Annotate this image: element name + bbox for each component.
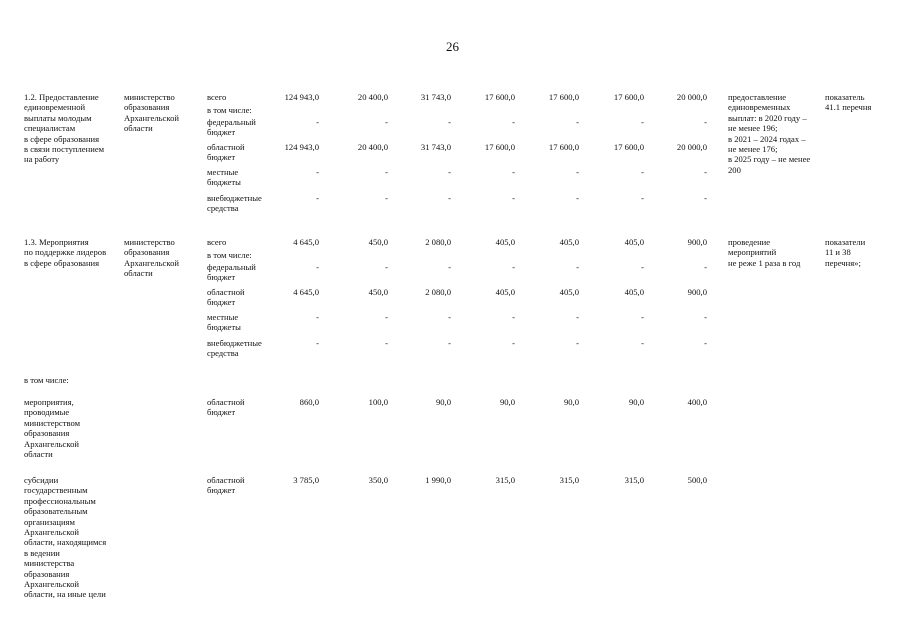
row-1-3-value-cell: 2 080,0 <box>425 237 451 247</box>
row-subsidies-value-cell: 500,0 <box>687 475 707 485</box>
row-1-2-value-cell: 20 400,0 <box>357 92 388 102</box>
row-1-2-result: предоставление <box>728 92 787 102</box>
row-1-3-executor: образования <box>124 247 170 258</box>
row-subsidies-name: министерства <box>24 558 75 569</box>
row-1-3-value-cell: - <box>316 338 319 348</box>
row-1-3-source-label: внебюджетные <box>207 338 262 348</box>
row-1-3-indicator: 11 и 38 <box>825 247 851 258</box>
row-subsidies-name: образования <box>24 568 70 579</box>
row-1-2-value-cell: 17 600,0 <box>613 92 644 102</box>
row-1-3-executor: министерство <box>124 237 175 247</box>
row-subsidies-name: организациям <box>24 516 75 527</box>
row-ministry-events-name: образования <box>24 428 70 439</box>
row-1-2-name: в сфере образования <box>24 133 100 144</box>
row-1-3-value-cell: 2 080,0 <box>425 287 451 297</box>
row-1-2-value-cell: 31 743,0 <box>420 92 451 102</box>
row-subsidies-name: образовательным <box>24 506 88 517</box>
row-1-3-source-label: федеральный <box>207 262 256 272</box>
row-ministry-events-name: мероприятия, <box>24 397 74 407</box>
row-subsidies-value-cell: 315,0 <box>559 475 579 485</box>
row-1-3-value-cell: 405,0 <box>559 237 579 247</box>
row-subsidies-value-cell: 315,0 <box>495 475 515 485</box>
row-1-2-result: в 2021 – 2024 годах – <box>728 133 806 144</box>
row-1-2-value-cell: - <box>704 193 707 203</box>
row-ministry-events-value-cell: 90,0 <box>628 397 644 407</box>
row-1-3-value-cell: 900,0 <box>687 237 707 247</box>
row-1-2-source-label: местные <box>207 167 239 177</box>
row-1-2-value-cell: - <box>385 193 388 203</box>
row-1-2-value-cell: 17 600,0 <box>548 142 579 152</box>
row-1-3-name: в сфере образования <box>24 257 100 268</box>
row-1-3-source-label: бюджеты <box>207 322 241 333</box>
row-1-3-source-label: всего <box>207 237 227 247</box>
row-1-3-source-label: в том числе: <box>207 250 252 260</box>
row-1-3-value-cell: - <box>512 338 515 348</box>
row-1-2-value-cell: - <box>512 117 515 127</box>
row-subsidies-name: Архангельской <box>24 579 79 589</box>
row-1-3-indicator: показатели <box>825 237 866 247</box>
row-1-3-value-cell: - <box>641 338 644 348</box>
row-subsidies-name: области, находящимся <box>24 537 107 548</box>
row-subsidies-value-cell: 315,0 <box>624 475 644 485</box>
row-1-2-value-cell: 124 943,0 <box>284 142 319 152</box>
row-1-2-source-label: средства <box>207 203 239 214</box>
row-1-3-value-cell: - <box>448 312 451 322</box>
row-1-2-indicator: 41.1 перечня <box>825 102 872 113</box>
row-1-2-value-cell: - <box>385 117 388 127</box>
row-1-3-result: не реже 1 раза в год <box>728 257 801 268</box>
row-subsidies-name: субсидии <box>24 475 59 485</box>
row-1-3-value-cell: - <box>512 262 515 272</box>
row-subsidies-value-cell: 1 990,0 <box>425 475 451 485</box>
row-1-3-value-cell: 405,0 <box>624 287 644 297</box>
row-ministry-events-value-cell: 100,0 <box>368 397 388 407</box>
row-1-2-value-cell: - <box>512 167 515 177</box>
row-1-2-value-cell: 17 600,0 <box>484 142 515 152</box>
row-1-3-value-cell: - <box>704 338 707 348</box>
row-1-3-value-cell: - <box>316 262 319 272</box>
row-ministry-events-value-cell: 400,0 <box>687 397 707 407</box>
row-1-2-value-cell: - <box>316 193 319 203</box>
row-1-2-value-cell: - <box>704 167 707 177</box>
row-1-2-name: специалистам <box>24 123 76 134</box>
row-1-3-value-cell: 450,0 <box>368 287 388 297</box>
row-1-2-source-label: в том числе: <box>207 105 252 115</box>
row-1-2-name: единовременной <box>24 102 86 113</box>
row-subsidies-source-label: бюджет <box>207 485 236 496</box>
row-1-2-result: не менее 176; <box>728 144 778 154</box>
row-1-3-value-cell: 405,0 <box>624 237 644 247</box>
row-1-3-result: проведение <box>728 237 771 247</box>
row-1-2-value-cell: - <box>704 117 707 127</box>
row-1-3-source-label: бюджет <box>207 272 236 283</box>
row-1-2-indicator: показатель <box>825 92 865 102</box>
including-label: в том числе: <box>24 375 69 385</box>
row-1-2-value-cell: - <box>576 193 579 203</box>
row-1-2-source-label: всего <box>207 92 227 102</box>
row-subsidies-value-cell: 350,0 <box>368 475 388 485</box>
row-1-2-value-cell: 17 600,0 <box>613 142 644 152</box>
row-1-2-name: на работу <box>24 154 60 165</box>
row-1-3-executor: Архангельской <box>124 257 179 268</box>
row-1-3-value-cell: - <box>576 338 579 348</box>
row-1-3-value-cell: 450,0 <box>368 237 388 247</box>
row-1-2-value-cell: - <box>512 193 515 203</box>
row-1-3-value-cell: 405,0 <box>559 287 579 297</box>
row-subsidies-name: государственным <box>24 485 88 496</box>
page-number: 26 <box>446 39 459 54</box>
row-1-2-result: 200 <box>728 164 741 175</box>
row-1-2-value-cell: - <box>448 117 451 127</box>
row-1-3-value-cell: - <box>316 312 319 322</box>
row-1-3-value-cell: - <box>448 338 451 348</box>
row-1-2-value-cell: 20 400,0 <box>357 142 388 152</box>
row-1-3-source-label: местные <box>207 312 239 322</box>
row-1-2-source-label: внебюджетные <box>207 193 262 203</box>
row-1-2-value-cell: - <box>576 117 579 127</box>
row-ministry-events-name: проводимые <box>24 407 70 418</box>
row-1-3-value-cell: - <box>385 262 388 272</box>
row-1-2-executor: области <box>124 123 153 134</box>
row-1-2-value-cell: 31 743,0 <box>420 142 451 152</box>
row-1-3-name: 1.3. Мероприятия <box>24 237 89 247</box>
row-ministry-events-value-cell: 860,0 <box>299 397 319 407</box>
row-1-2-name: выплаты молодым <box>24 112 92 123</box>
row-1-3-value-cell: - <box>641 312 644 322</box>
row-1-2-result: не менее 196; <box>728 123 778 134</box>
row-1-3-value-cell: 405,0 <box>495 237 515 247</box>
row-1-2-value-cell: - <box>448 167 451 177</box>
row-1-2-value-cell: - <box>448 193 451 203</box>
row-1-2-source-label: бюджеты <box>207 177 241 188</box>
row-subsidies-name: в ведении <box>24 547 60 558</box>
row-1-2-source-label: бюджет <box>207 127 236 138</box>
row-ministry-events-value-cell: 90,0 <box>563 397 579 407</box>
row-1-2-value-cell: - <box>316 167 319 177</box>
row-1-2-executor: образования <box>124 102 170 113</box>
row-1-2-executor: министерство <box>124 92 175 102</box>
row-ministry-events-source-label: областной <box>207 397 245 407</box>
row-1-2-source-label: областной <box>207 142 245 152</box>
row-1-2-value-cell: - <box>385 167 388 177</box>
row-1-2-value-cell: - <box>641 117 644 127</box>
row-1-2-executor: Архангельской <box>124 112 179 123</box>
row-1-2-result: единовременных <box>728 102 791 113</box>
row-1-2-source-label: бюджет <box>207 152 236 163</box>
row-1-3-value-cell: - <box>385 312 388 322</box>
row-subsidies-value-cell: 3 785,0 <box>293 475 319 485</box>
row-1-3-value-cell: - <box>576 312 579 322</box>
row-1-3-value-cell: 900,0 <box>687 287 707 297</box>
row-1-2-name: 1.2. Предоставление <box>24 92 99 102</box>
row-1-3-value-cell: 405,0 <box>495 287 515 297</box>
row-1-2-value-cell: - <box>641 193 644 203</box>
row-ministry-events-name: Архангельской <box>24 438 79 449</box>
row-1-3-result: мероприятий <box>728 247 777 258</box>
row-subsidies-source-label: областной <box>207 475 245 485</box>
row-1-2-value-cell: 20 000,0 <box>676 142 707 152</box>
row-1-3-value-cell: - <box>576 262 579 272</box>
row-1-3-value-cell: - <box>512 312 515 322</box>
row-1-2-name: в связи поступлением <box>24 144 105 154</box>
row-1-3-value-cell: - <box>448 262 451 272</box>
row-1-2-value-cell: 17 600,0 <box>484 92 515 102</box>
row-ministry-events-value-cell: 90,0 <box>435 397 451 407</box>
row-1-2-value-cell: 20 000,0 <box>676 92 707 102</box>
row-1-2-value-cell: - <box>641 167 644 177</box>
row-1-3-value-cell: 4 645,0 <box>293 237 319 247</box>
row-1-3-executor: области <box>124 268 153 279</box>
row-1-3-value-cell: - <box>704 262 707 272</box>
row-1-2-value-cell: - <box>316 117 319 127</box>
row-1-2-value-cell: 124 943,0 <box>284 92 319 102</box>
row-1-3-name: по поддержке лидеров <box>24 247 107 258</box>
row-1-3-source-label: бюджет <box>207 297 236 308</box>
row-1-3-source-label: областной <box>207 287 245 297</box>
row-1-2-source-label: федеральный <box>207 117 256 127</box>
row-1-2-value-cell: - <box>576 167 579 177</box>
row-subsidies-name: области, на иные цели <box>24 589 106 600</box>
row-1-2-result: в 2025 году – не менее <box>728 154 811 165</box>
row-subsidies-name: профессиональным <box>24 495 96 506</box>
row-ministry-events-name: министерством <box>24 417 81 428</box>
row-1-2-value-cell: 17 600,0 <box>548 92 579 102</box>
row-1-2-result: выплат: в 2020 году – <box>728 112 807 123</box>
row-1-3-value-cell: - <box>704 312 707 322</box>
row-1-3-value-cell: - <box>641 262 644 272</box>
row-subsidies-name: Архангельской <box>24 527 79 537</box>
row-ministry-events-name: области <box>24 449 53 459</box>
row-1-3-value-cell: - <box>385 338 388 348</box>
row-1-3-source-label: средства <box>207 348 239 359</box>
row-1-3-indicator: перечня»; <box>825 257 861 268</box>
row-1-3-value-cell: 4 645,0 <box>293 287 319 297</box>
row-ministry-events-value-cell: 90,0 <box>499 397 515 407</box>
row-ministry-events-source-label: бюджет <box>207 407 236 418</box>
